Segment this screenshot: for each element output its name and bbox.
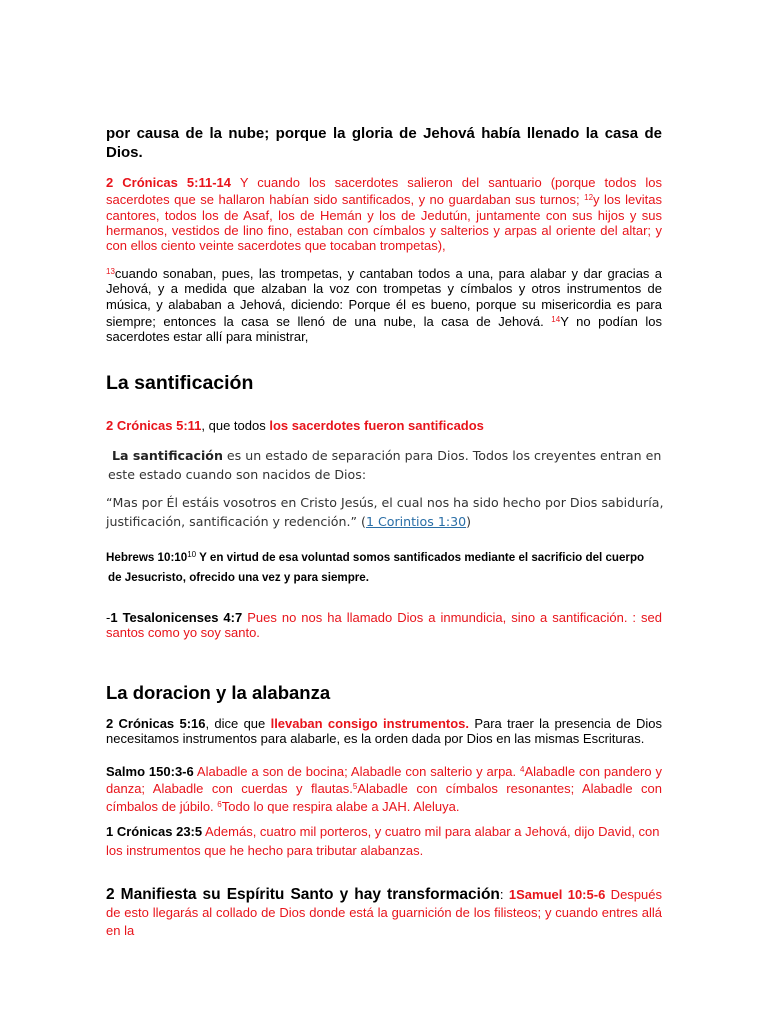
verse-paragraph-1: [106, 175, 662, 253]
explanation-text: Para traer la presencia de Dios necesitamos instrumentos para alabarle, es la orden dada por Dios en las mismas Escrituras.: [106, 716, 662, 747]
verse-number: 12: [584, 193, 594, 203]
verse-text: Pues no nos ha llamado Dios a inmundicia, sino a santificación. : sed santos como yo soy santo.: [106, 610, 662, 641]
verse-ref: Hebrews 10:10: [106, 551, 188, 564]
reference-text: , dice que: [205, 716, 271, 731]
verse-number: 10: [187, 550, 197, 559]
definition-paragraph: [108, 447, 664, 484]
verse-text: Alabadle con címbalos resonantes; Alabadle con címbalos de júbilo.: [106, 781, 662, 814]
reference-text: , que todos: [201, 418, 270, 433]
verse-text: Y no podían los sacerdotes estar allí para ministrar,: [106, 313, 662, 345]
verse-ref: 2 Crónicas 5:11-14: [106, 175, 232, 190]
verse-text: y los levitas cantores, todos los de Asaf, los de Hemán y los de Jedutún, juntamente con sus hijos y sus hermanos, vestidos de lino fino, estaban con címbalos y salterios y arpas al oriente del altar; y con ellos ciento veinte sacerdotes que tocaban trompetas),: [106, 192, 662, 254]
colon: :: [499, 887, 509, 902]
verse-text: Alabadle con pandero y danza; Alabadle con cuerdas y flautas.: [106, 764, 662, 797]
tesalonicenses-paragraph: [106, 610, 662, 641]
verse-text-continued: de Jesucristo, ofrecido una vez y para siempre.: [108, 571, 369, 584]
quote-close: ): [466, 513, 472, 529]
verse-number: 14: [551, 314, 561, 324]
instruments-paragraph: [106, 716, 662, 747]
espiritu-paragraph: [106, 886, 662, 940]
bible-reference-link[interactable]: 1 Corintios 1:30: [365, 513, 467, 529]
verse-ref: 2 Crónicas 5:11: [106, 418, 202, 433]
verse-ref: 1 Crónicas 23:5: [106, 824, 203, 839]
highlight-text: llevaban consigo instrumentos.: [270, 716, 470, 731]
verse-number: 13: [106, 267, 115, 276]
verse-text: Y cuando los sacerdotes salieron del santuario (porque todos los sacerdotes que se hallaron habían sido santificados, y no guardaban sus turnos;: [106, 175, 662, 208]
intro-text: por causa de la nube; porque la gloria de Jehová había llenado la casa de Dios.: [106, 125, 662, 161]
salmo-paragraph: [106, 762, 662, 814]
verse-text: Todo lo que respira alabe a JAH. Aleluya.: [221, 798, 460, 814]
verse-ref: 1Samuel 10:5-6: [508, 887, 606, 902]
dash: -: [106, 610, 111, 625]
definition-text: es un estado de separación para Dios. Todos los creyentes entran en este estado cuando son nacidos de Dios:: [108, 448, 662, 482]
verse-number: 5: [352, 782, 358, 792]
verse-number: 4: [520, 765, 525, 774]
verse-text: Además, cuatro mil porteros, y cuatro mil para alabar a Jehová, dijo David, con los instrumentos que he hecho para tributar alabanzas.: [106, 824, 660, 858]
section-heading-alabanza: La doracion y la alabanza: [106, 682, 331, 703]
term: La santificación: [112, 448, 223, 463]
verse-ref: 1 Tesalonicenses 4:7: [110, 610, 243, 625]
verse-text: cuando sonaban, pues, las trompetas, y cantaban todos a una, para alabar y dar gracias a Jehová, y a medida que alzaban la voz con trompetas y címbalos y otros instrumentos de música, y alababan a Jehová, diciendo: Porque él es bueno, porque su misericordia es para siempre; entonces la casa se llenó de una nube, la casa de Jehová.: [106, 266, 662, 329]
verse-paragraph-2: [106, 264, 662, 344]
quote-paragraph: [106, 494, 666, 531]
intro-paragraph: [106, 124, 662, 162]
quote-text: “Mas por Él estáis vosotros en Cristo Jesús, el cual nos ha sido hecho por Dios sabiduría, justificación, santificación y redención.” (: [106, 495, 664, 529]
verse-text: Y en virtud de esa voluntad somos santificados mediante el sacrificio del cuerpo: [196, 551, 645, 564]
cronicas-paragraph: [106, 822, 662, 860]
section-heading-santificacion: La santificación: [106, 372, 254, 394]
highlight-text: los sacerdotes fueron santificados: [269, 418, 484, 433]
verse-text: Después de esto llegarás al collado de Dios donde está la guarnición de los filisteos; y cuando entres allá en la: [106, 887, 662, 938]
verse-text: Alabadle a son de bocina; Alabadle con salterio y arpa.: [193, 764, 521, 779]
section-heading-espiritu: 2 Manifiesta su Espíritu Santo y hay transformación: [106, 886, 500, 903]
verse-number: 6: [217, 799, 222, 809]
verse-ref: 2 Crónicas 5:16: [106, 716, 206, 731]
hebrews-paragraph: [106, 545, 666, 588]
reference-line: [106, 418, 662, 433]
verse-ref: Salmo 150:3-6: [106, 764, 194, 779]
